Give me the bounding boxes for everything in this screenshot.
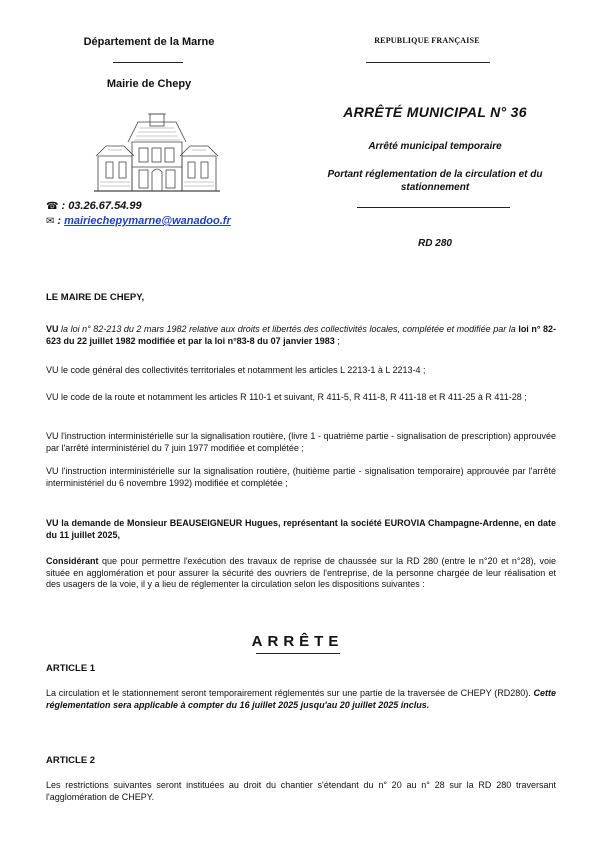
article-1-text-plain: La circulation et le stationnement seront temporairement réglementés sur une partie de la traversée de CHEPY (RD280). xyxy=(46,688,534,698)
article-2-text: Les restrictions suivantes seront instituées au droit du chantier s'étendant du n° 20 au n° 28 sur la RD 280 traversant l'agglomération de CHEPY. xyxy=(46,780,556,802)
considerant-text: que pour permettre l'exécution des travaux de reprise de chaussée sur la RD 280 (entre le n°20 et n°28), voie située en agglomération et pour assurer la sécurité des ouvriers de l'entreprise, de la personne chargée de leur réalisation et des usagers de la voie, il y a lieu de réglementer la circulation selon les dispositions suivantes : xyxy=(46,556,556,589)
divider xyxy=(357,207,510,208)
vu-text-bold: loi n° 82-623 du 22 juillet 1982 modifiée et par la loi n°83-8 du 07 janvier 1983 xyxy=(46,324,557,346)
vu-text-end: ; xyxy=(334,335,340,346)
article-2-title: ARTICLE 2 xyxy=(46,755,96,766)
vu-demande-paragraph: VU la demande de Monsieur BEAUSEIGNEUR Hugues, représentant la société EUROVIA Champagne-Ardenne, en date du 11 juillet 2025, xyxy=(46,518,556,540)
phone-icon: ☎ xyxy=(46,201,59,212)
vu-paragraph xyxy=(46,324,556,347)
divider xyxy=(113,62,183,63)
arrete-title: ARRÊTÉ MUNICIPAL N° 36 xyxy=(343,104,527,120)
vu-paragraph: VU l'instruction interministérielle sur la signalisation routière, (livre 1 - quatrième partie - signalisation de prescription) approuvée par l'arrêté interministériel du 7 juin 1977 modifiée et complétée ; xyxy=(46,431,556,453)
envelope-icon: ✉ xyxy=(46,216,55,227)
email-separator: : xyxy=(57,215,65,227)
mairie-label: Mairie de Chepy xyxy=(106,78,192,90)
maire-heading: LE MAIRE DE CHEPY, xyxy=(46,292,145,303)
email-link[interactable]: mairiechepymarne@wanadoo.fr xyxy=(64,215,231,227)
considerant-label: Considérant xyxy=(46,556,99,566)
mairie-building-drawing xyxy=(92,112,222,194)
article-1-text-dates: Cette réglementation sera applicable à compter du 16 juillet 2025 jusqu'au 20 juillet 2025 inclus. xyxy=(46,688,556,710)
phone-number: : 03.26.67.54.99 xyxy=(61,200,142,212)
departement-label: Département de la Marne xyxy=(83,36,215,48)
email-line xyxy=(46,215,231,227)
article-1-title: ARTICLE 1 xyxy=(46,663,96,674)
road-reference: RD 280 xyxy=(418,238,452,249)
vu-paragraph: VU l'instruction interministérielle sur la signalisation routière, (huitième partie - signalisation temporaire) approuvée par l'arrêté interministériel du 6 novembre 1992) modifiée et complétée ; xyxy=(46,466,556,488)
arrete-underline xyxy=(256,653,340,654)
arrete-object: Portant réglementation de la circulation et du stationnement xyxy=(327,169,543,193)
arrete-heading: ARRÊTE xyxy=(251,633,344,650)
article-1-text xyxy=(46,688,556,711)
divider xyxy=(366,62,490,63)
arrete-subtitle: Arrêté municipal temporaire xyxy=(368,141,502,152)
considerant-paragraph xyxy=(46,556,556,591)
vu-label: VU xyxy=(46,324,59,334)
vu-paragraph: VU le code de la route et notamment les articles R 110-1 et suivant, R 411-5, R 411-8, R 411-18 et R 411-25 à R 411-28 ; xyxy=(46,392,527,402)
vu-text: la loi n° 82-213 du 2 mars 1982 relative aux droits et libertés des collectivités locales, complétée et modifiée par la xyxy=(58,324,519,334)
phone-line xyxy=(46,200,142,212)
republique-label: REPUBLIQUE FRANÇAISE xyxy=(374,36,480,45)
vu-paragraph: VU le code général des collectivités territoriales et notamment les articles L 2213-1 à L 2213-4 ; xyxy=(46,365,426,375)
